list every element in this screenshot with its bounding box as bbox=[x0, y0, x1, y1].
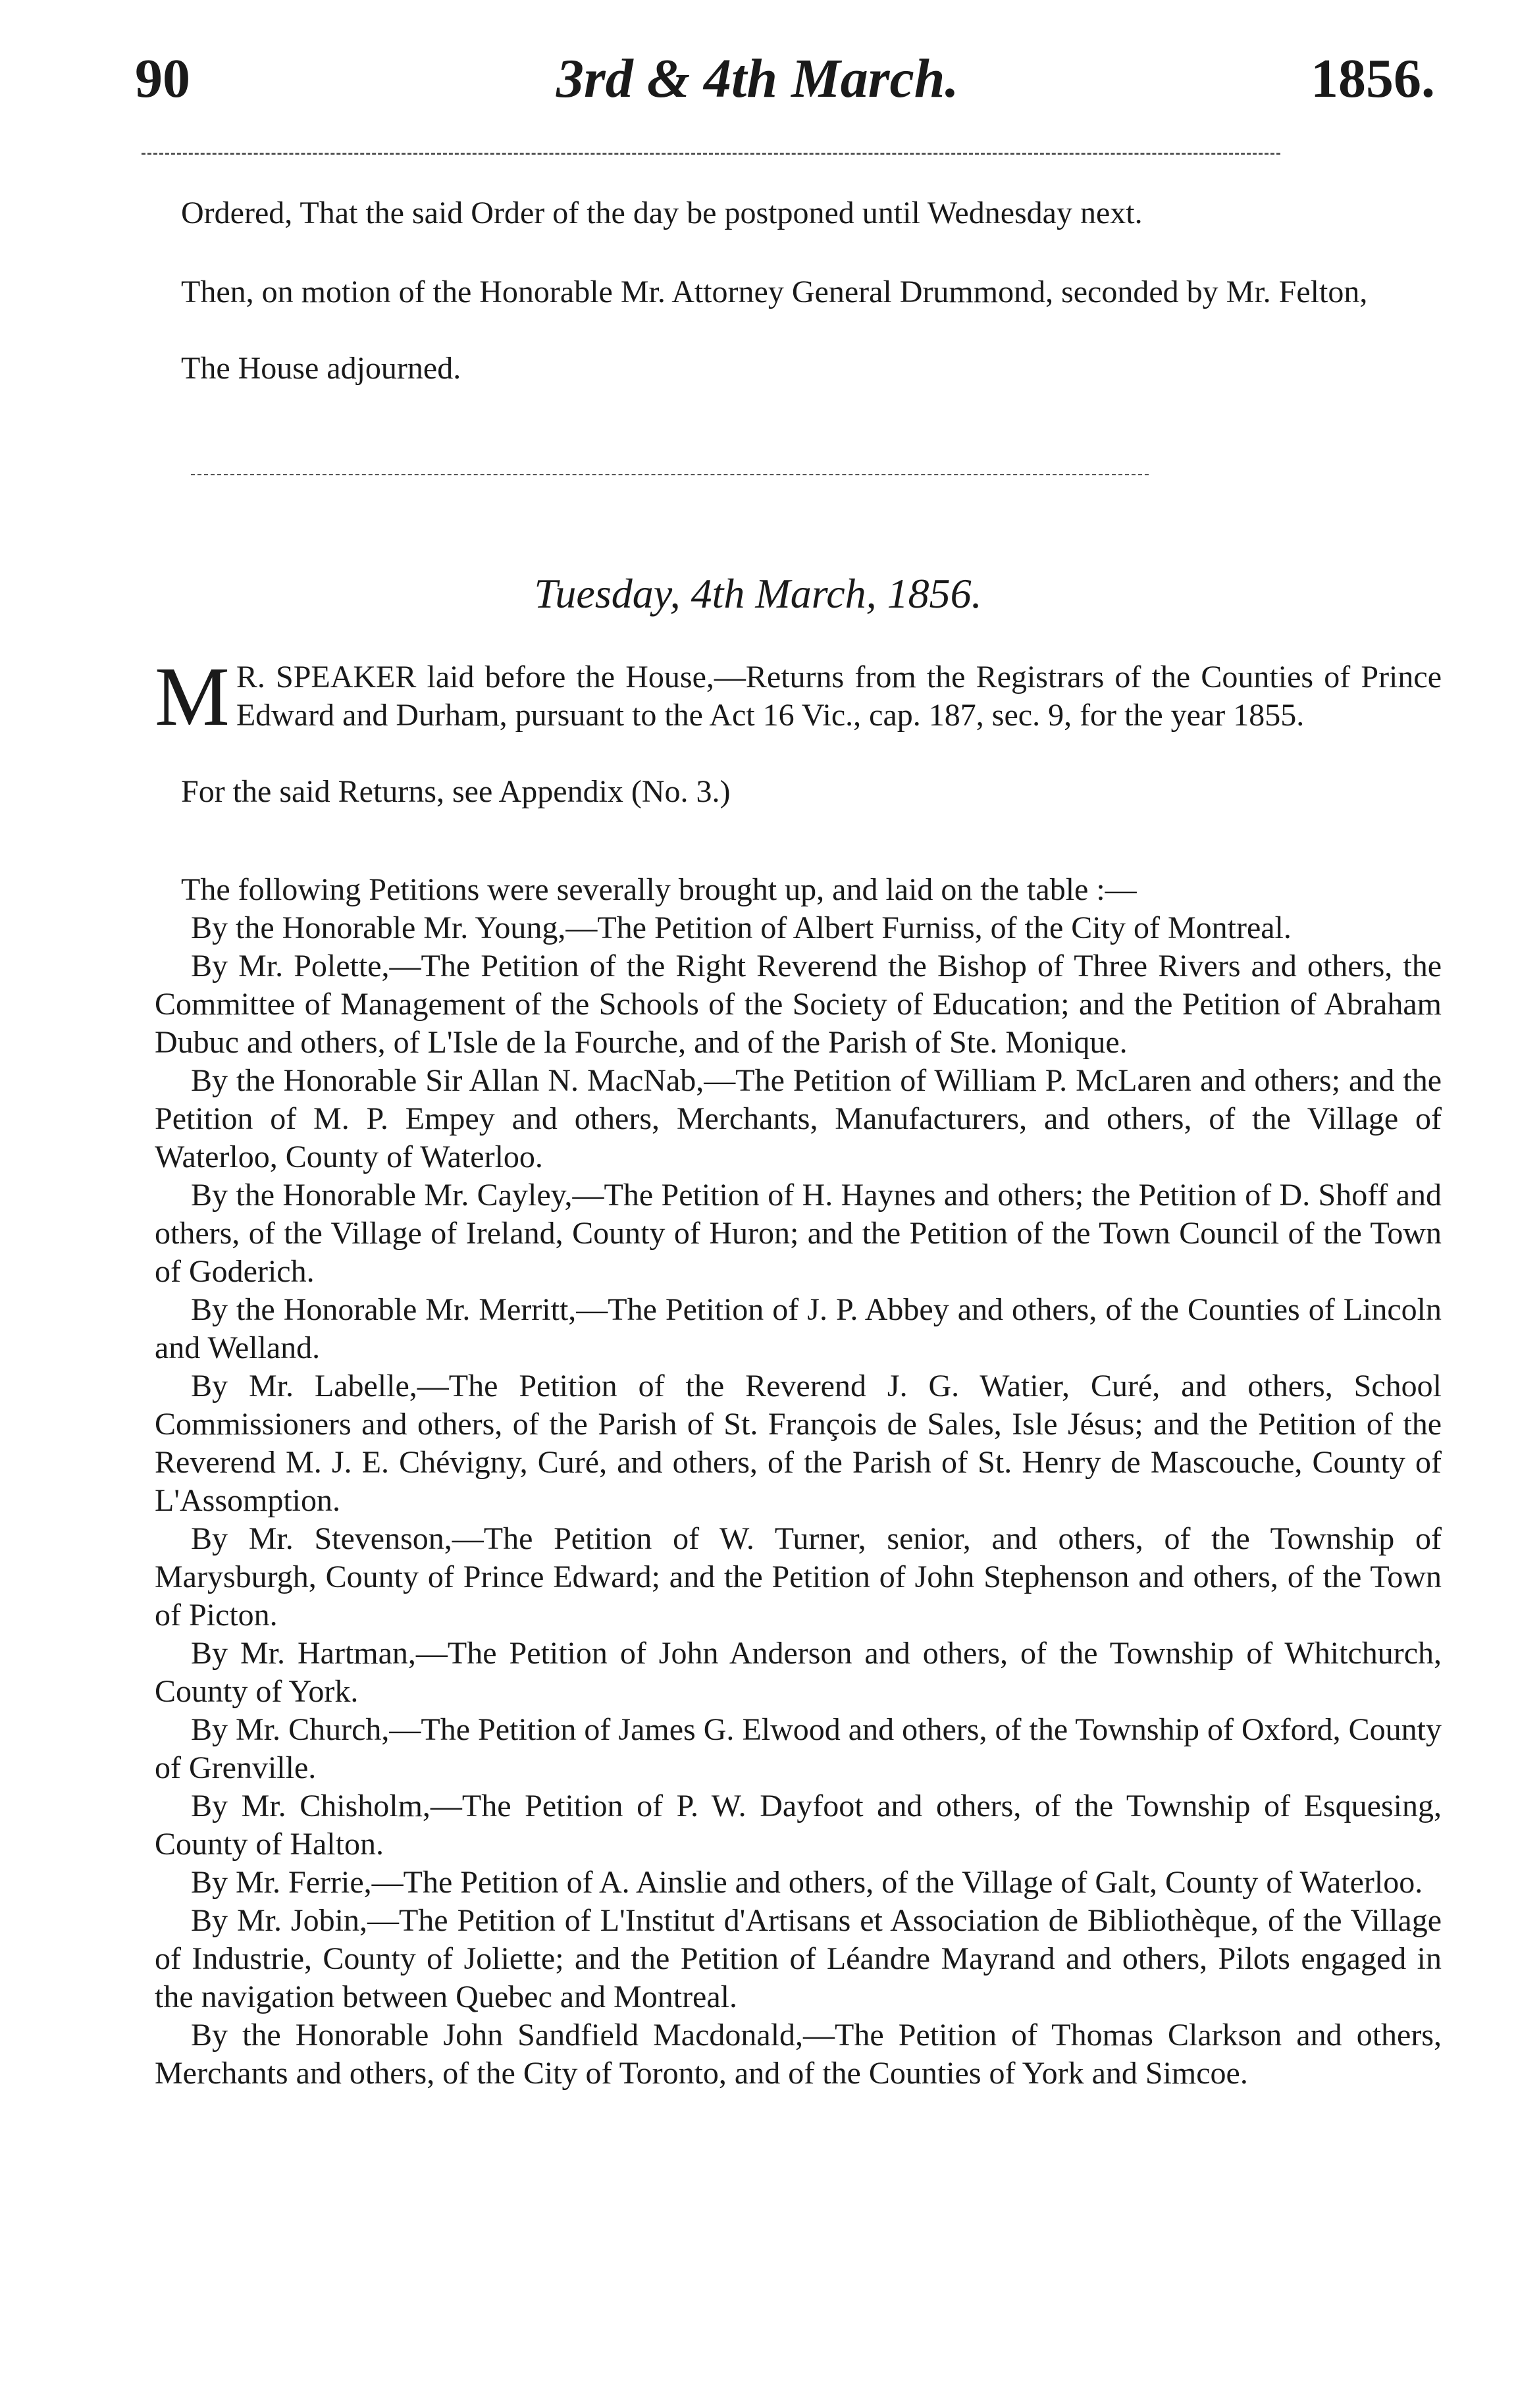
petition-item: By the Honorable Mr. Young,—The Petition of Albert Furniss, of the City of Montreal. bbox=[191, 910, 1292, 945]
petition-item: By the Honorable John Sandfield Macdonald,—The Petition of Thomas Clarkson and others, Merchants and others, of the City of Toronto, and of the Counties of York and Simcoe. bbox=[155, 2018, 1442, 2091]
petitions-intro: The following Petitions were severally brought up, and laid on the table :— bbox=[181, 872, 1137, 907]
petition-item: By Mr. Ferrie,—The Petition of A. Ainslie and others, of the Village of Galt, County of Waterloo. bbox=[191, 1865, 1423, 1900]
petition-item: By Mr. Church,—The Petition of James G. Elwood and others, of the Township of Oxford, County of Grenville. bbox=[155, 1712, 1442, 1785]
section-divider bbox=[191, 474, 1149, 475]
petition-item: By the Honorable Mr. Cayley,—The Petition of H. Haynes and others; the Petition of D. Shoff and others, of the Village of Ireland, County of Huron; and the Petition of the Town Council of the Town of Goderich. bbox=[155, 1178, 1442, 1289]
page-number: 90 bbox=[135, 48, 190, 109]
section-title: Tuesday, 4th March, 1856. bbox=[534, 570, 982, 617]
adjourned-paragraph: The House adjourned. bbox=[181, 351, 461, 386]
petition-item: By Mr. Hartman,—The Petition of John Anderson and others, of the Township of Whitchurch, County of York. bbox=[155, 1636, 1442, 1709]
running-header bbox=[135, 39, 1435, 118]
header-date: 3rd & 4th March. bbox=[556, 48, 959, 109]
ordered-paragraph: Ordered, That the said Order of the day be postponed until Wednesday next. bbox=[181, 196, 1143, 230]
speaker-paragraph bbox=[155, 650, 1442, 743]
petition-item: By Mr. Chisholm,—The Petition of P. W. Dayfoot and others, of the Township of Esquesing, County of Halton. bbox=[155, 1789, 1442, 1862]
petition-item: By Mr. Polette,—The Petition of the Right Reverend the Bishop of Three Rivers and others, the Committee of Management of the Schools of the Society of Education; and the Petition of Abraham Dubuc and others, of L'Isle de la Fourche, and of the Parish of Ste. Monique. bbox=[155, 949, 1442, 1060]
motion-paragraph: Then, on motion of the Honorable Mr. Attorney General Drummond, seconded by Mr. Felton, bbox=[181, 275, 1368, 309]
petition-item: By the Honorable Sir Allan N. MacNab,—The Petition of William P. McLaren and others; and the Petition of M. P. Empey and others, Merchants, Manufacturers, and others, of the Village of Waterloo, County of Waterloo. bbox=[155, 1063, 1442, 1174]
petition-item: By Mr. Labelle,—The Petition of the Reverend J. G. Watier, Curé, and others, School Commissioners and others, of the Parish of St. François de Sales, Isle Jésus; and the Petition of the Reverend M. J. E. Chévigny, Curé, and others, of the Parish of St. Henry de Mascouche, County of L'Assomption. bbox=[155, 1369, 1442, 1518]
drop-cap: M bbox=[155, 650, 230, 743]
petition-item: By Mr. Jobin,—The Petition of L'Institut d'Artisans et Association de Bibliothèque, of the Village of Industrie, County of Joliette; and the Petition of Léandre Mayrand and others, Pilots engaged in the navigation between Quebec and Montreal. bbox=[155, 1903, 1442, 2014]
header-rule bbox=[142, 153, 1280, 155]
header-year: 1856. bbox=[1311, 48, 1435, 109]
petitions-list bbox=[155, 909, 1442, 2093]
petition-item: By Mr. Stevenson,—The Petition of W. Turner, senior, and others, of the Township of Marysburgh, County of Prince Edward; and the Petition of John Stephenson and others, of the Town of Picton. bbox=[155, 1521, 1442, 1633]
returns-note: For the said Returns, see Appendix (No. 3.) bbox=[181, 774, 731, 809]
petition-item: By the Honorable Mr. Merritt,—The Petition of J. P. Abbey and others, of the Counties of Lincoln and Welland. bbox=[155, 1292, 1442, 1365]
speaker-text: R. SPEAKER laid before the House,—Returns from the Registrars of the Counties of Prince Edward and Durham, pursuant to the Act 16 Vic., cap. 187, sec. 9, for the year 1855. bbox=[236, 660, 1442, 733]
